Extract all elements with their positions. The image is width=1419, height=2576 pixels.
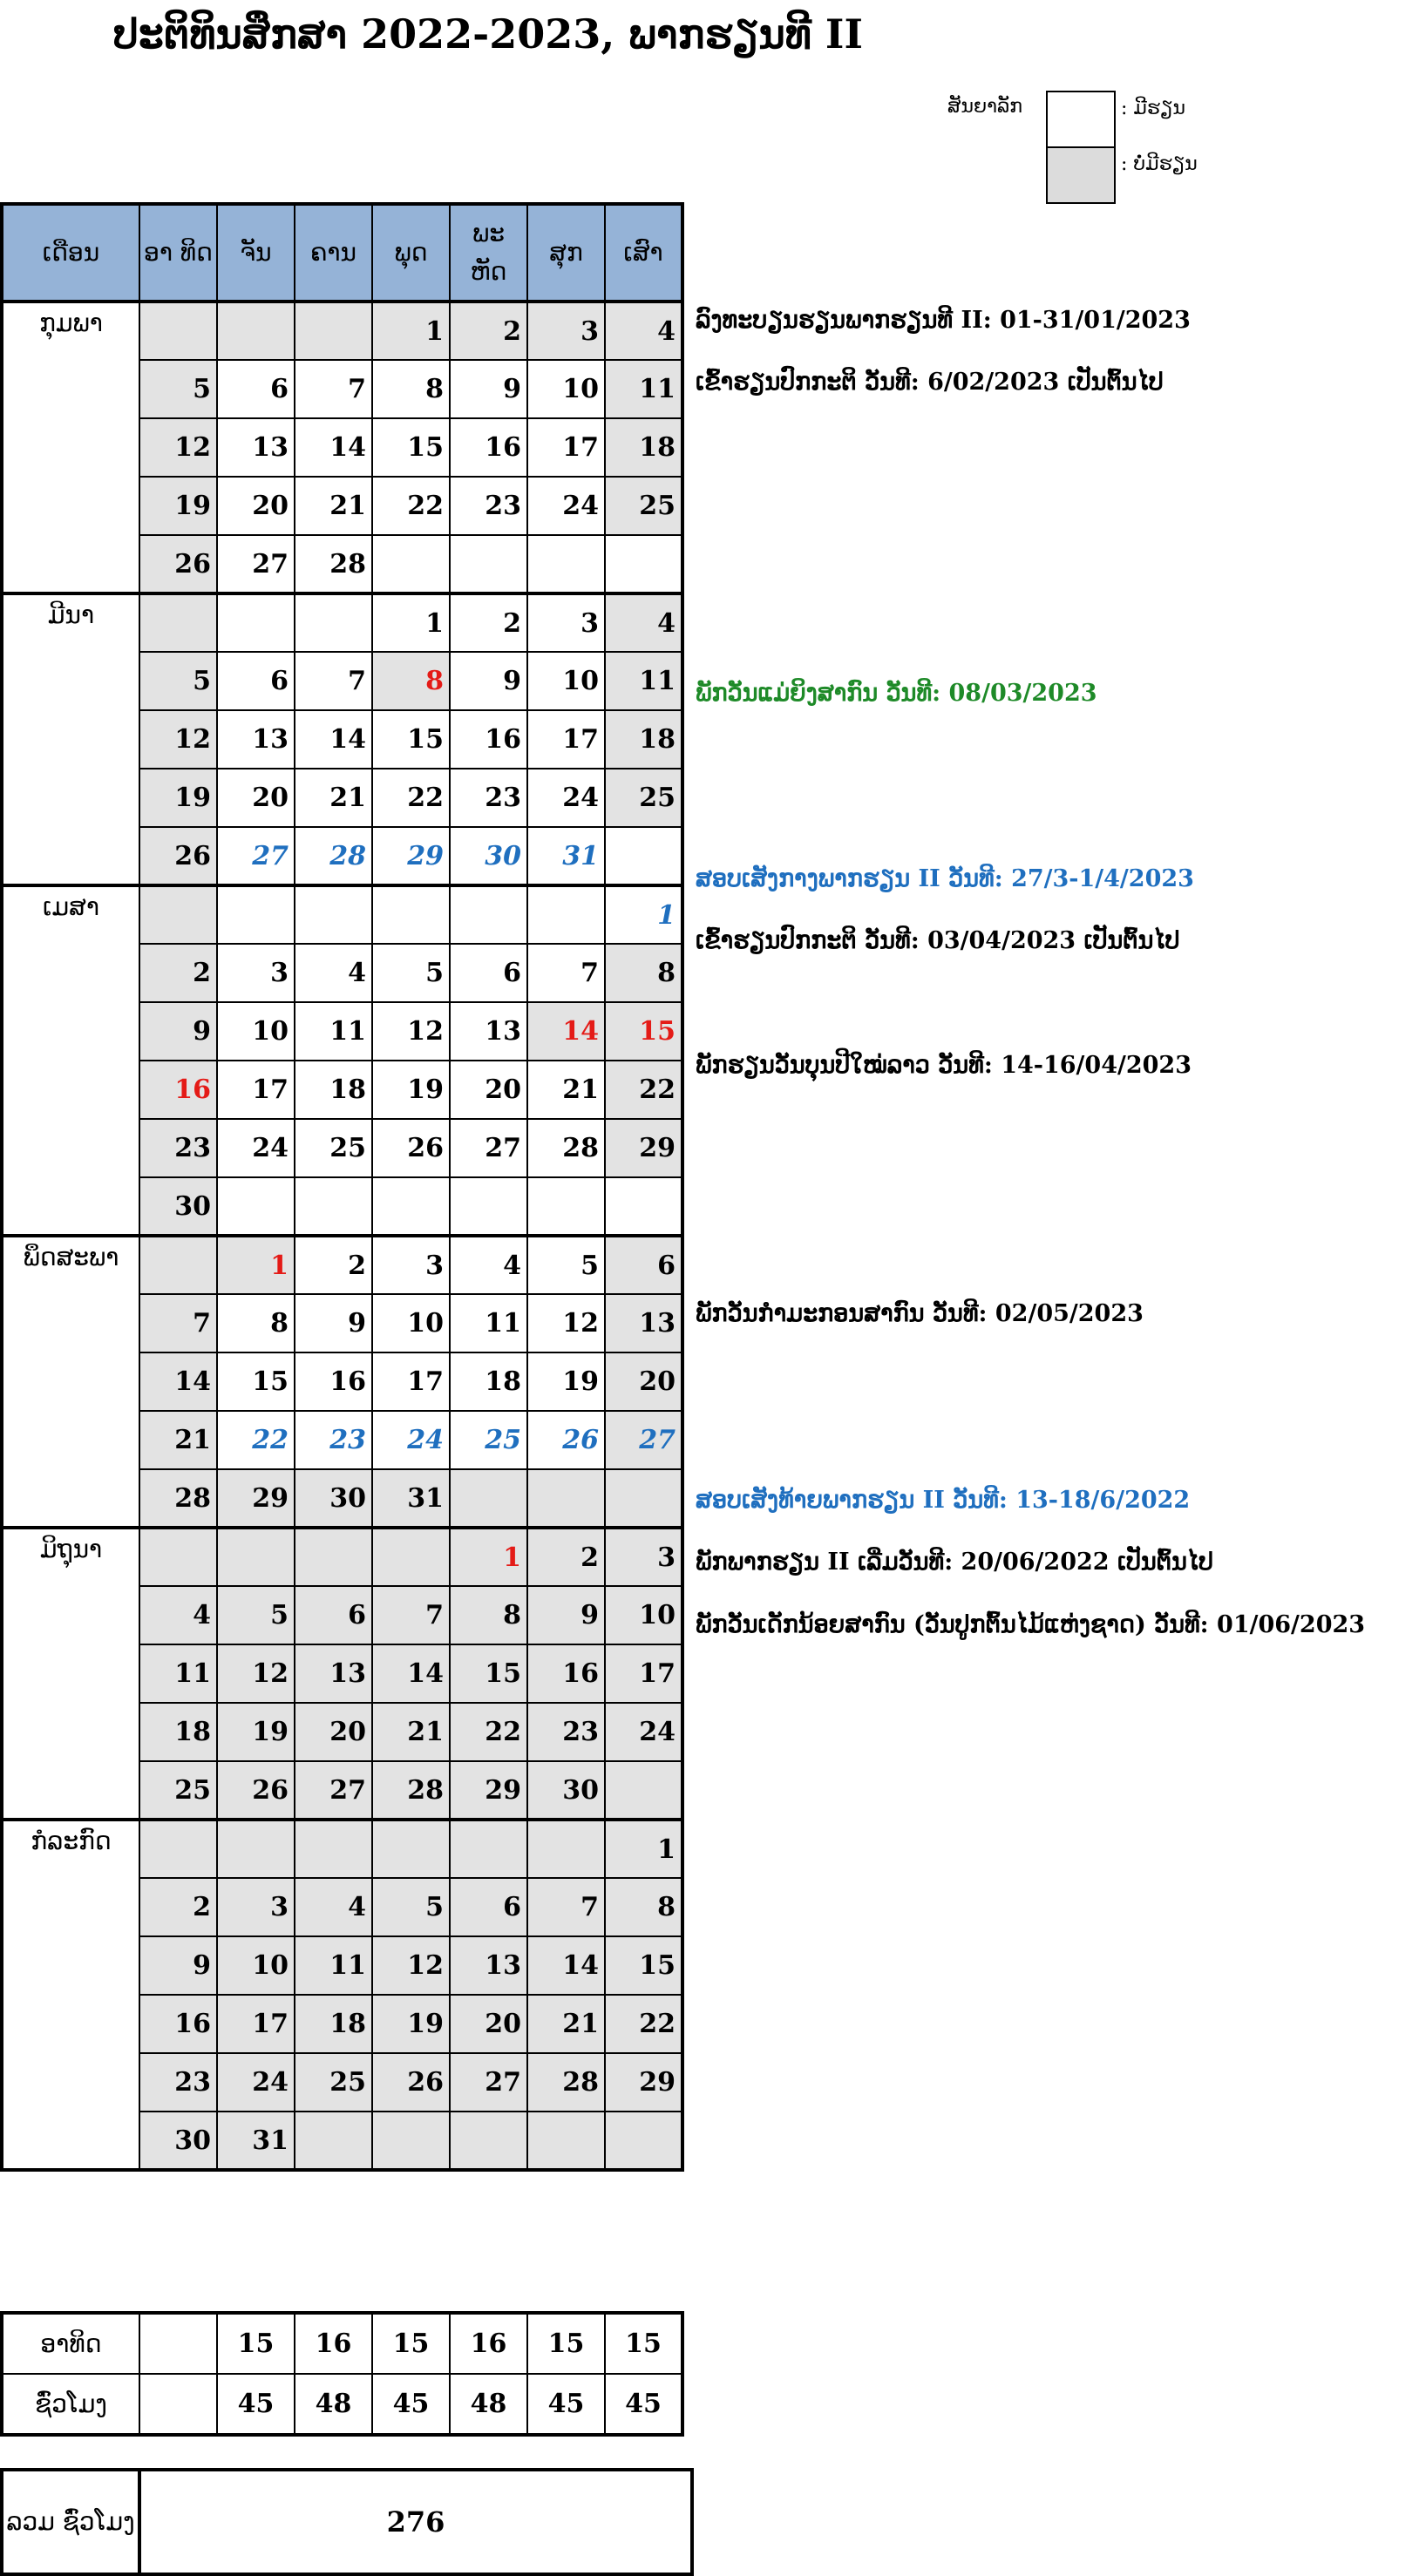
day-cell-sun: 11: [139, 1644, 217, 1703]
day-cell-thu: 4: [450, 1236, 527, 1294]
day-cell-wed: 1: [372, 302, 450, 360]
day-cell-thu: 27: [450, 2053, 527, 2112]
day-cell-sun: 5: [139, 360, 217, 418]
total-row: [2, 2470, 692, 2574]
day-cell-mon: 20: [217, 769, 295, 827]
day-cell-sat: 22: [605, 1995, 682, 2053]
day-cell-wed: 14: [372, 1644, 450, 1703]
day-cell-fri: 28: [527, 2053, 605, 2112]
day-cell-tue: 7: [295, 652, 372, 710]
day-cell-wed: 26: [372, 1119, 450, 1177]
day-cell-wed: 24: [372, 1411, 450, 1469]
note-final-exam: ສອບເສັງທ້າຍພາກຮຽນ II ວັນທີ: 13-18/6/2022: [696, 1487, 1191, 1514]
summary-weeks-value: 15: [217, 2313, 295, 2374]
summary-hours-value: 45: [605, 2374, 682, 2435]
day-cell-fri: 9: [527, 1586, 605, 1644]
day-cell-fri: 7: [527, 944, 605, 1002]
page-title: ປະຕິທິນສຶກສາ 2022-2023, ພາກຮຽນທີ II: [113, 10, 863, 58]
day-cell-sat: 29: [605, 1119, 682, 1177]
day-cell-sat: 22: [605, 1061, 682, 1119]
summary-row-weeks: [2, 2313, 682, 2374]
day-cell-thu: 2: [450, 302, 527, 360]
day-cell-sat: 17: [605, 1644, 682, 1703]
day-cell-tue: 4: [295, 1878, 372, 1936]
day-cell-thu: 18: [450, 1352, 527, 1411]
day-cell-wed: 17: [372, 1352, 450, 1411]
summary-weeks-value: 15: [527, 2313, 605, 2374]
day-cell-wed: 10: [372, 1294, 450, 1352]
day-cell-sat: [605, 535, 682, 593]
day-cell-sun: 25: [139, 1761, 217, 1820]
day-cell-fri: 3: [527, 593, 605, 652]
summary-weeks-value: [139, 2313, 217, 2374]
header-month: ເດືອນ: [2, 204, 139, 302]
day-cell-sun: [139, 593, 217, 652]
day-cell-thu: 15: [450, 1644, 527, 1703]
day-cell-sat: 1: [605, 885, 682, 944]
day-cell-fri: [527, 2112, 605, 2170]
day-cell-mon: [217, 1177, 295, 1236]
day-cell-sat: 15: [605, 1936, 682, 1995]
day-cell-mon: 31: [217, 2112, 295, 2170]
day-cell-sat: 24: [605, 1703, 682, 1761]
day-cell-mon: 15: [217, 1352, 295, 1411]
day-cell-sat: 18: [605, 710, 682, 769]
day-cell-thu: [450, 1469, 527, 1528]
legend-study-label: : ມີຮຽນ: [1121, 98, 1185, 119]
calendar-header-row: [2, 204, 682, 302]
day-cell-tue: 28: [295, 827, 372, 885]
calendar-table: [0, 202, 684, 2172]
day-cell-wed: 28: [372, 1761, 450, 1820]
day-cell-sun: 12: [139, 418, 217, 477]
day-cell-fri: 12: [527, 1294, 605, 1352]
total-table: [0, 2468, 694, 2576]
day-cell-fri: 16: [527, 1644, 605, 1703]
day-cell-sat: 4: [605, 302, 682, 360]
day-cell-fri: 7: [527, 1878, 605, 1936]
month-name: ກໍລະກົດ: [2, 1820, 139, 2170]
day-cell-tue: 14: [295, 710, 372, 769]
total-hours-value: 276: [139, 2470, 692, 2574]
day-cell-tue: [295, 593, 372, 652]
day-cell-mon: 6: [217, 652, 295, 710]
day-cell-wed: [372, 1528, 450, 1586]
day-cell-sun: [139, 302, 217, 360]
day-cell-sat: 11: [605, 360, 682, 418]
day-cell-mon: [217, 593, 295, 652]
day-cell-thu: 23: [450, 769, 527, 827]
header-sun: ອາ ທິດ: [139, 204, 217, 302]
day-cell-sun: 9: [139, 1936, 217, 1995]
total-hours-label: ລວມ ຊົ່ວໂມງ: [2, 2470, 139, 2574]
day-cell-thu: 13: [450, 1002, 527, 1061]
summary-hours-label: ຊົ່ວໂມງ: [2, 2374, 139, 2435]
day-cell-wed: 29: [372, 827, 450, 885]
month-name: ພຶດສະພາ: [2, 1236, 139, 1528]
week-row: [2, 1528, 682, 1586]
day-cell-thu: 16: [450, 418, 527, 477]
day-cell-sat: 20: [605, 1352, 682, 1411]
day-cell-mon: 12: [217, 1644, 295, 1703]
day-cell-sat: 8: [605, 1878, 682, 1936]
day-cell-thu: 25: [450, 1411, 527, 1469]
note-lao-new-year: ພັກຮຽນວັນບຸນປີໃໝ່ລາວ ວັນທີ: 14-16/04/2023: [696, 1052, 1192, 1079]
legend-no-study-swatch: [1046, 146, 1116, 204]
day-cell-wed: 19: [372, 1061, 450, 1119]
month-name: ເມສາ: [2, 885, 139, 1236]
day-cell-fri: 19: [527, 1352, 605, 1411]
day-cell-sun: [139, 1820, 217, 1878]
day-cell-thu: 6: [450, 1878, 527, 1936]
day-cell-sat: 25: [605, 769, 682, 827]
day-cell-wed: 12: [372, 1936, 450, 1995]
day-cell-wed: 8: [372, 360, 450, 418]
summary-weeks-value: 15: [605, 2313, 682, 2374]
day-cell-tue: 14: [295, 418, 372, 477]
day-cell-wed: 8: [372, 652, 450, 710]
day-cell-sun: 12: [139, 710, 217, 769]
day-cell-wed: 19: [372, 1995, 450, 2053]
day-cell-tue: 18: [295, 1995, 372, 2053]
summary-weeks-value: 16: [295, 2313, 372, 2374]
header-mon: ຈັນ: [217, 204, 295, 302]
day-cell-mon: 10: [217, 1002, 295, 1061]
day-cell-sat: 6: [605, 1236, 682, 1294]
day-cell-fri: [527, 1469, 605, 1528]
day-cell-mon: 8: [217, 1294, 295, 1352]
day-cell-fri: [527, 1820, 605, 1878]
day-cell-tue: 25: [295, 2053, 372, 2112]
day-cell-sun: [139, 1236, 217, 1294]
day-cell-mon: 6: [217, 360, 295, 418]
day-cell-wed: 22: [372, 477, 450, 535]
day-cell-thu: 9: [450, 360, 527, 418]
day-cell-thu: 23: [450, 477, 527, 535]
summary-hours-value: 45: [372, 2374, 450, 2435]
day-cell-thu: [450, 1177, 527, 1236]
day-cell-thu: 16: [450, 710, 527, 769]
header-fri: ສຸກ: [527, 204, 605, 302]
day-cell-mon: [217, 1820, 295, 1878]
day-cell-sat: 13: [605, 1294, 682, 1352]
week-row: [2, 885, 682, 944]
day-cell-tue: [295, 2112, 372, 2170]
day-cell-fri: 21: [527, 1995, 605, 2053]
day-cell-wed: 1: [372, 593, 450, 652]
day-cell-tue: 21: [295, 477, 372, 535]
day-cell-fri: 24: [527, 477, 605, 535]
day-cell-fri: 14: [527, 1936, 605, 1995]
day-cell-sat: [605, 1469, 682, 1528]
day-cell-tue: [295, 1177, 372, 1236]
day-cell-tue: 25: [295, 1119, 372, 1177]
day-cell-wed: 3: [372, 1236, 450, 1294]
day-cell-wed: 5: [372, 944, 450, 1002]
day-cell-fri: [527, 535, 605, 593]
day-cell-tue: 6: [295, 1586, 372, 1644]
day-cell-mon: 10: [217, 1936, 295, 1995]
day-cell-thu: [450, 535, 527, 593]
week-row: [2, 302, 682, 360]
legend-study-swatch: [1046, 91, 1116, 148]
day-cell-sun: 21: [139, 1411, 217, 1469]
day-cell-fri: 10: [527, 360, 605, 418]
day-cell-tue: 30: [295, 1469, 372, 1528]
summary-table: [0, 2311, 684, 2437]
day-cell-mon: 24: [217, 1119, 295, 1177]
day-cell-wed: 15: [372, 710, 450, 769]
day-cell-sat: 27: [605, 1411, 682, 1469]
day-cell-sun: 19: [139, 769, 217, 827]
day-cell-sun: [139, 1528, 217, 1586]
day-cell-thu: [450, 1820, 527, 1878]
day-cell-mon: 13: [217, 710, 295, 769]
day-cell-mon: 13: [217, 418, 295, 477]
day-cell-sun: 5: [139, 652, 217, 710]
day-cell-wed: 26: [372, 2053, 450, 2112]
day-cell-thu: 29: [450, 1761, 527, 1820]
day-cell-mon: [217, 885, 295, 944]
day-cell-wed: [372, 1177, 450, 1236]
day-cell-thu: 1: [450, 1528, 527, 1586]
day-cell-sun: 23: [139, 2053, 217, 2112]
summary-weeks-value: 15: [372, 2313, 450, 2374]
day-cell-mon: 27: [217, 535, 295, 593]
day-cell-fri: 30: [527, 1761, 605, 1820]
day-cell-fri: 21: [527, 1061, 605, 1119]
day-cell-tue: 18: [295, 1061, 372, 1119]
day-cell-sun: 30: [139, 2112, 217, 2170]
day-cell-sat: [605, 2112, 682, 2170]
day-cell-thu: 20: [450, 1061, 527, 1119]
note-labour-day: ພັກວັນກຳມະກອນສາກົນ ວັນທີ: 02/05/2023: [696, 1300, 1144, 1327]
day-cell-mon: 3: [217, 1878, 295, 1936]
header-wed: ພຸດ: [372, 204, 450, 302]
day-cell-thu: 30: [450, 827, 527, 885]
day-cell-fri: 17: [527, 710, 605, 769]
day-cell-mon: 22: [217, 1411, 295, 1469]
day-cell-sun: 16: [139, 1995, 217, 2053]
week-row: [2, 593, 682, 652]
day-cell-sat: [605, 827, 682, 885]
day-cell-thu: 20: [450, 1995, 527, 2053]
day-cell-tue: 2: [295, 1236, 372, 1294]
summary-hours-value: 45: [217, 2374, 295, 2435]
day-cell-mon: [217, 1528, 295, 1586]
day-cell-mon: [217, 302, 295, 360]
day-cell-thu: 13: [450, 1936, 527, 1995]
day-cell-thu: [450, 2112, 527, 2170]
note-classes-start-feb: ເຂົ້າຮຽນປົກກະຕິ ວັນທີ: 6/02/2023 ເປັນຕົ້ນໄປ: [696, 369, 1164, 396]
note-midterm-exam: ສອບເສັງກາງພາກຮຽນ II ວັນທີ: 27/3-1/4/2023: [696, 865, 1194, 892]
header-tue: ຄານ: [295, 204, 372, 302]
day-cell-wed: [372, 885, 450, 944]
day-cell-fri: 31: [527, 827, 605, 885]
day-cell-tue: 11: [295, 1002, 372, 1061]
day-cell-sun: 14: [139, 1352, 217, 1411]
day-cell-sat: 10: [605, 1586, 682, 1644]
day-cell-mon: 17: [217, 1061, 295, 1119]
day-cell-tue: 23: [295, 1411, 372, 1469]
calendar-body: [2, 302, 682, 2170]
day-cell-fri: [527, 1177, 605, 1236]
day-cell-thu: 2: [450, 593, 527, 652]
day-cell-sun: 28: [139, 1469, 217, 1528]
day-cell-tue: [295, 885, 372, 944]
day-cell-sun: [139, 885, 217, 944]
day-cell-fri: 5: [527, 1236, 605, 1294]
day-cell-thu: 8: [450, 1586, 527, 1644]
month-name: ກຸມພາ: [2, 302, 139, 593]
day-cell-thu: 22: [450, 1703, 527, 1761]
month-name: ມິຖຸນາ: [2, 1528, 139, 1820]
day-cell-wed: [372, 1820, 450, 1878]
day-cell-sun: 19: [139, 477, 217, 535]
summary-weeks-label: ອາທິດ: [2, 2313, 139, 2374]
summary-hours-value: [139, 2374, 217, 2435]
day-cell-thu: [450, 885, 527, 944]
day-cell-mon: 3: [217, 944, 295, 1002]
day-cell-tue: 13: [295, 1644, 372, 1703]
note-semester-break: ພັກພາກຮຽນ II ເລີ່ມວັນທີ: 20/06/2022 ເປັນຕົ້ນໄປ: [696, 1549, 1213, 1576]
day-cell-fri: 3: [527, 302, 605, 360]
day-cell-sat: 25: [605, 477, 682, 535]
day-cell-thu: 27: [450, 1119, 527, 1177]
week-row: [2, 1820, 682, 1878]
day-cell-wed: 31: [372, 1469, 450, 1528]
day-cell-tue: 7: [295, 360, 372, 418]
summary-row-hours: [2, 2374, 682, 2435]
summary-hours-value: 48: [450, 2374, 527, 2435]
day-cell-sat: 1: [605, 1820, 682, 1878]
day-cell-fri: 14: [527, 1002, 605, 1061]
day-cell-mon: 17: [217, 1995, 295, 2053]
day-cell-wed: 22: [372, 769, 450, 827]
note-childrens-day: ພັກວັນເດັກນ້ອຍສາກົນ (ວັນປູກຕົ້ນໄມ້ແຫ່ງຊາດ) ວັນທີ: 01/06/2023: [696, 1611, 1366, 1638]
day-cell-fri: 2: [527, 1528, 605, 1586]
day-cell-mon: 24: [217, 2053, 295, 2112]
day-cell-tue: [295, 302, 372, 360]
day-cell-fri: 10: [527, 652, 605, 710]
day-cell-thu: 6: [450, 944, 527, 1002]
note-registration: ລົງທະບຽນຮຽນພາກຮຽນທີ II: 01-31/01/2023: [696, 307, 1191, 334]
day-cell-mon: 1: [217, 1236, 295, 1294]
day-cell-mon: 19: [217, 1703, 295, 1761]
day-cell-mon: 29: [217, 1469, 295, 1528]
day-cell-mon: 20: [217, 477, 295, 535]
day-cell-fri: 24: [527, 769, 605, 827]
day-cell-tue: 27: [295, 1761, 372, 1820]
day-cell-wed: [372, 535, 450, 593]
header-thu: ພະ ຫັດ: [450, 204, 527, 302]
day-cell-wed: 5: [372, 1878, 450, 1936]
day-cell-fri: 28: [527, 1119, 605, 1177]
day-cell-sat: 29: [605, 2053, 682, 2112]
day-cell-wed: 15: [372, 418, 450, 477]
day-cell-sun: 18: [139, 1703, 217, 1761]
day-cell-fri: 23: [527, 1703, 605, 1761]
day-cell-mon: 26: [217, 1761, 295, 1820]
month-name: ມີນາ: [2, 593, 139, 885]
day-cell-sun: 9: [139, 1002, 217, 1061]
day-cell-sun: 2: [139, 944, 217, 1002]
day-cell-sun: 23: [139, 1119, 217, 1177]
summary-hours-value: 48: [295, 2374, 372, 2435]
day-cell-tue: 28: [295, 535, 372, 593]
day-cell-sun: 7: [139, 1294, 217, 1352]
day-cell-wed: 12: [372, 1002, 450, 1061]
day-cell-tue: 21: [295, 769, 372, 827]
day-cell-sat: 3: [605, 1528, 682, 1586]
day-cell-sat: 18: [605, 418, 682, 477]
day-cell-sat: 4: [605, 593, 682, 652]
day-cell-sun: 26: [139, 535, 217, 593]
day-cell-fri: [527, 885, 605, 944]
day-cell-sun: 4: [139, 1586, 217, 1644]
day-cell-mon: 5: [217, 1586, 295, 1644]
header-sat: ເສົາ: [605, 204, 682, 302]
day-cell-wed: [372, 2112, 450, 2170]
day-cell-sat: 15: [605, 1002, 682, 1061]
day-cell-sat: [605, 1761, 682, 1820]
note-womens-day: ພັກວັນແມ່ຍິງສາກົນ ວັນທີ: 08/03/2023: [696, 680, 1097, 707]
week-row: [2, 1236, 682, 1294]
day-cell-sat: 11: [605, 652, 682, 710]
summary-hours-value: 45: [527, 2374, 605, 2435]
day-cell-sun: 16: [139, 1061, 217, 1119]
day-cell-sun: 26: [139, 827, 217, 885]
day-cell-sat: [605, 1177, 682, 1236]
day-cell-thu: 11: [450, 1294, 527, 1352]
day-cell-tue: 9: [295, 1294, 372, 1352]
day-cell-thu: 9: [450, 652, 527, 710]
day-cell-fri: 26: [527, 1411, 605, 1469]
day-cell-mon: 27: [217, 827, 295, 885]
day-cell-sun: 30: [139, 1177, 217, 1236]
summary-weeks-value: 16: [450, 2313, 527, 2374]
day-cell-fri: 17: [527, 418, 605, 477]
day-cell-tue: [295, 1528, 372, 1586]
day-cell-sat: 8: [605, 944, 682, 1002]
day-cell-wed: 21: [372, 1703, 450, 1761]
day-cell-tue: 11: [295, 1936, 372, 1995]
day-cell-wed: 7: [372, 1586, 450, 1644]
legend-no-study-label: : ບໍ່ມີຮຽນ: [1121, 153, 1198, 175]
day-cell-tue: 20: [295, 1703, 372, 1761]
day-cell-tue: 4: [295, 944, 372, 1002]
day-cell-tue: 16: [295, 1352, 372, 1411]
legend-symbol-label: ສັນຍາລັກ: [947, 96, 1022, 118]
day-cell-tue: [295, 1820, 372, 1878]
day-cell-sun: 2: [139, 1878, 217, 1936]
note-classes-start-apr: ເຂົ້າຮຽນປົກກະຕິ ວັນທີ: 03/04/2023 ເປັນຕົ້ນໄປ: [696, 927, 1180, 954]
